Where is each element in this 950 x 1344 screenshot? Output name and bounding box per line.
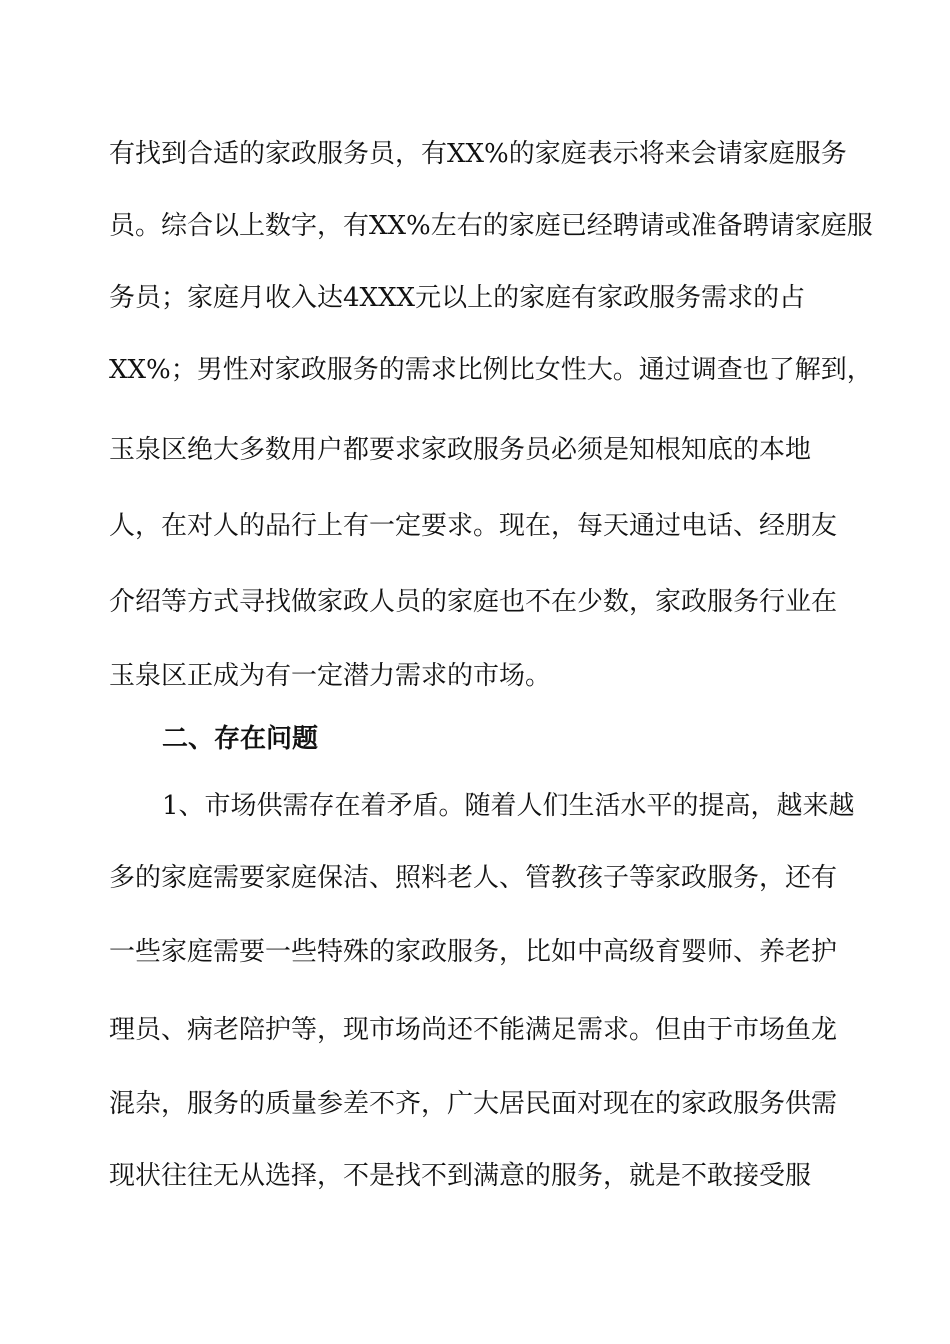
paragraph-line: 人，在对人的品行上有一定要求。现在，每天通过电话、经朋友 — [109, 511, 838, 541]
paragraph-line: 介绍等方式寻找做家政人员的家庭也不在少数，家政服务行业在 — [109, 587, 838, 617]
paragraph-line: 玉泉区绝大多数用户都要求家政服务员必须是知根知底的本地 — [109, 435, 812, 465]
paragraph-line: 一些家庭需要一些特殊的家政服务，比如中高级育婴师、养老护 — [109, 937, 838, 967]
paragraph-line: 混杂，服务的质量参差不齐，广大居民面对现在的家政服务供需 — [109, 1089, 838, 1119]
paragraph-line: 员。综合以上数字，有XX%左右的家庭已经聘请或准备聘请家庭服 — [109, 211, 873, 241]
section-heading: 二、存在问题 — [162, 724, 319, 754]
paragraph-line: 1、市场供需存在着矛盾。随着人们生活水平的提高，越来越 — [162, 791, 855, 821]
paragraph-line: 理员、病老陪护等，现市场尚还不能满足需求。但由于市场鱼龙 — [109, 1015, 838, 1045]
paragraph-line: XX%；男性对家政服务的需求比例比女性大。通过调查也了解到， — [109, 355, 873, 385]
paragraph-line: 有找到合适的家政服务员，有XX%的家庭表示将来会请家庭服务 — [109, 139, 847, 169]
paragraph-line: 玉泉区正成为有一定潜力需求的市场。 — [109, 661, 552, 691]
paragraph-line: 现状往往无从选择，不是找不到满意的服务，就是不敢接受服 — [109, 1161, 812, 1191]
paragraph-line: 多的家庭需要家庭保洁、照料老人、管教孩子等家政服务，还有 — [109, 863, 838, 893]
paragraph-line: 务员；家庭月收入达4XXX元以上的家庭有家政服务需求的占 — [109, 283, 806, 313]
